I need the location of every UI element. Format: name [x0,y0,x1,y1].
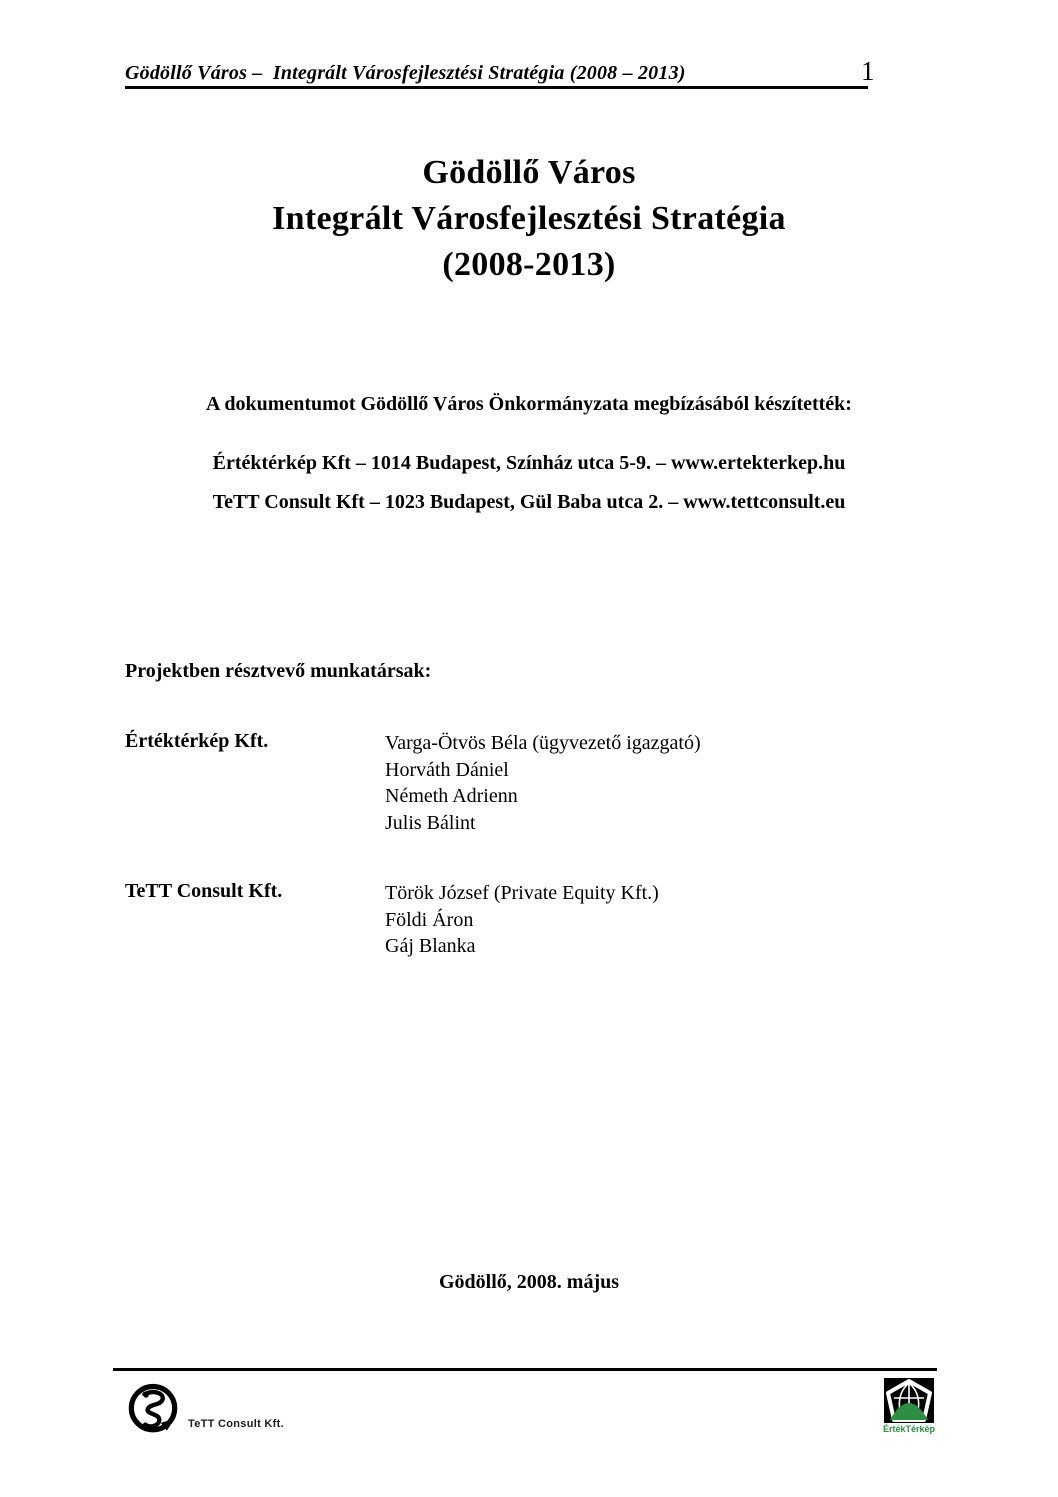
participants-group-label: Értéktérkép Kft. [125,730,269,752]
footer-divider [113,1368,937,1371]
document-title-line3: (2008-2013) [442,246,616,283]
participants-group-label: TeTT Consult Kft. [125,880,283,902]
document-title [0,150,1058,288]
credits-company-tettconsult: TeTT Consult Kft – 1023 Budapest, Gül Baba utca 2. – www.tettconsult.eu [212,491,846,513]
date-line: Gödöllő, 2008. május [438,1271,620,1293]
tett-consult-logo-label: TeTT Consult Kft. [188,1418,284,1430]
participant-name: Varga-Ötvös Béla (ügyvezető igazgató) [385,732,701,754]
participant-name: Horváth Dániel [385,758,509,781]
running-header-title: Gödöllő Város – Integrált Városfejlesztési Stratégia (2008 – 2013) [125,62,686,84]
credits-intro: A dokumentumot Gödöllő Város Önkormányzata megbízásából készítették: [206,393,852,415]
page-number: 1 [861,56,875,86]
ertekterkep-logo-label: ÉrtékTérkép [882,1424,936,1434]
credits-company-ertekterkep: Értéktérkép Kft – 1014 Budapest, Színház utca 5-9. – www.ertekterkep.hu [212,452,846,474]
participant-name: Földi Áron [385,908,474,931]
participants-member-list [385,730,701,836]
participant-name: Gáj Blanka [385,935,476,957]
tett-consult-logo-icon [126,1383,180,1435]
participant-name: Németh Adrienn [385,785,518,807]
ertekterkep-logo-block [881,1378,937,1434]
participant-name: Török József (Private Equity Kft.) [385,882,659,904]
running-header [125,56,868,89]
participants-heading: Projektben résztvevő munkatársak: [125,660,432,682]
document-title-line1: Gödöllő Város [422,154,636,191]
document-title-line2: Integrált Városfejlesztési Stratégia [272,200,786,237]
participants-member-list [385,880,659,960]
ertekterkep-logo-icon [884,1378,934,1423]
participant-name: Julis Bálint [385,811,476,834]
